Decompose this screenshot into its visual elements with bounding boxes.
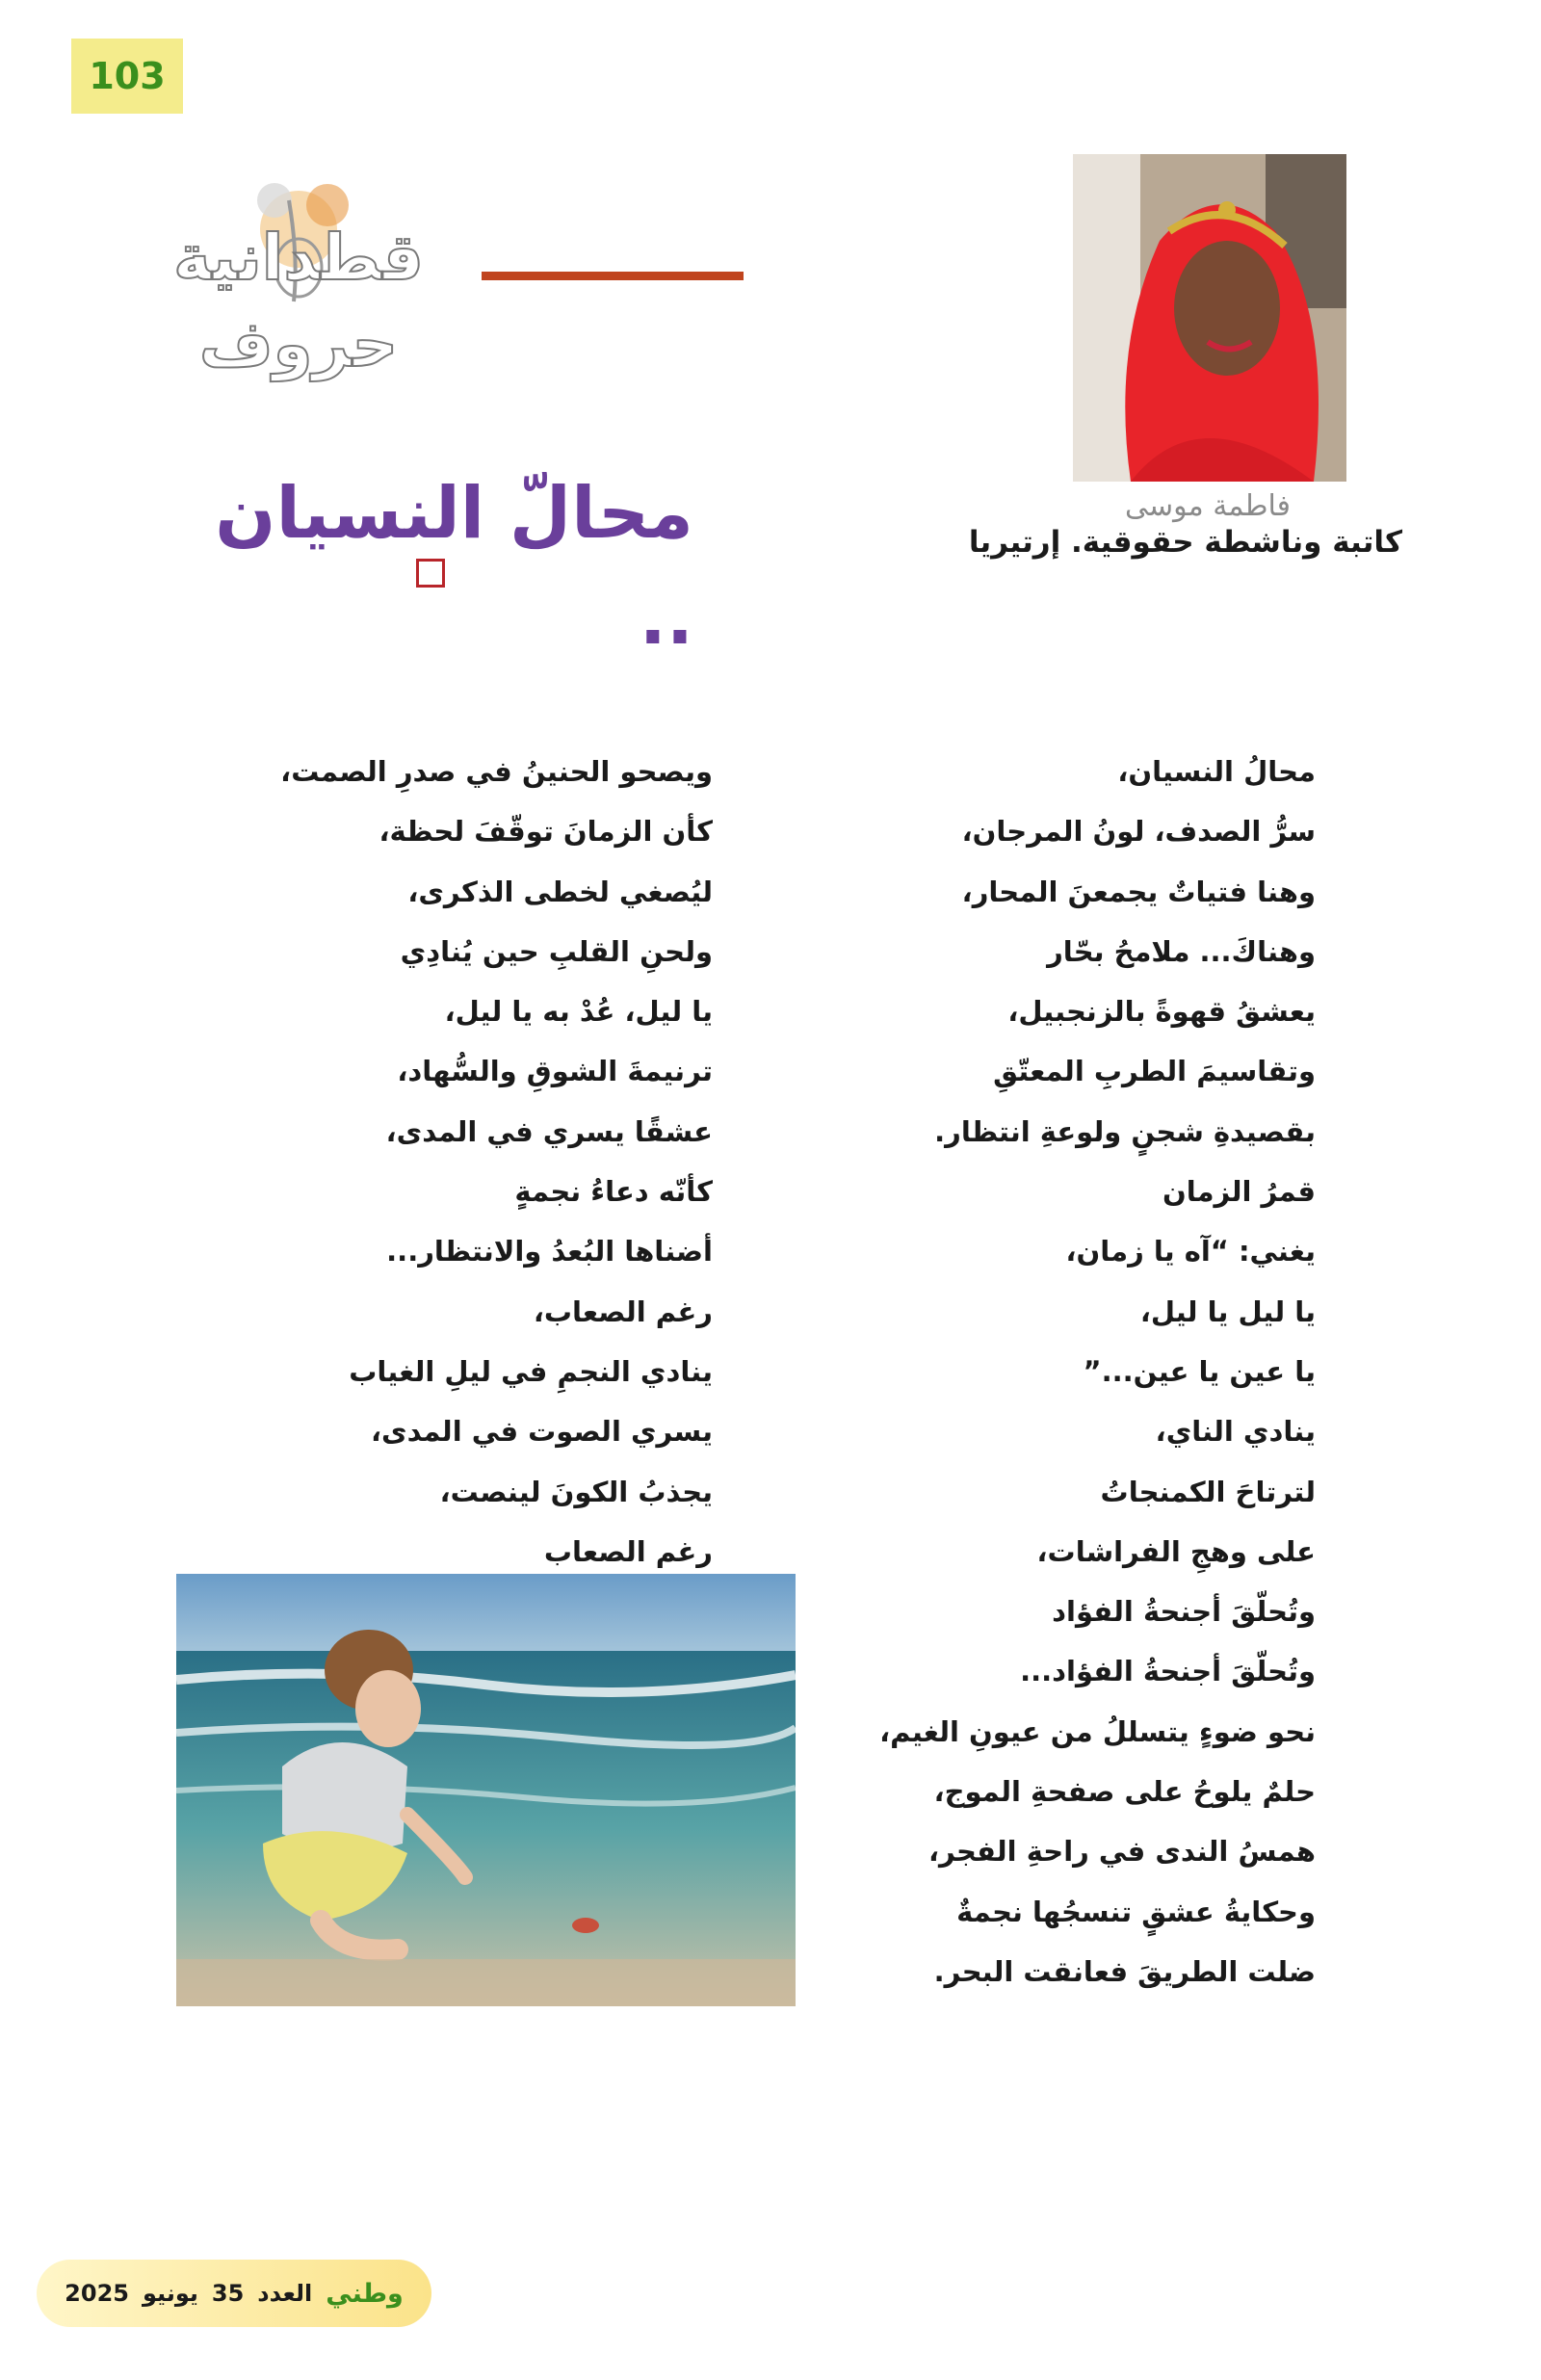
page-number: 103 [71, 39, 183, 114]
poem-line: كأنّه دعاءُ نجمةٍ [514, 1175, 713, 1209]
poem-line: عشقًا يسري في المدى، [385, 1114, 713, 1148]
poem-line: يعشقُ قهوةً بالزنجبيل، [1007, 995, 1316, 1029]
poem-line: رغم الصعاب [543, 1534, 713, 1568]
footer-brand: وطني [326, 2278, 404, 2309]
beach-painting-image [176, 1574, 796, 2006]
poem-line: وتقاسيمَ الطربِ المعتّقِ [993, 1055, 1316, 1088]
section-logo [96, 162, 655, 381]
poem-line: ليُصغي لخطى الذكرى، [407, 875, 713, 908]
poem-line: يا ليل يا ليل، [1139, 1295, 1316, 1328]
poem-line: نحو ضوءٍ يتسللُ من عيونِ الغيم، [879, 1714, 1316, 1748]
footer-month: يونيو [142, 2280, 198, 2307]
beach-painting [176, 1574, 796, 2006]
footer-issue-info [37, 2260, 431, 2327]
poem-line: قمرُ الزمان [1162, 1175, 1316, 1209]
poem-line: حلمٌ يلوحُ على صفحةِ الموج، [933, 1775, 1316, 1809]
poem-line: لترتاحَ الكمنجاتُ [1100, 1475, 1316, 1508]
section-logo-text: قطدانية حروف [172, 221, 424, 381]
poem-line: يجذبُ الكونَ لينصت، [439, 1475, 713, 1508]
poem-line: ويصحو الحنينُ في صدرِ الصمت، [280, 755, 713, 788]
poem-line: يا عين يا عين...” [1083, 1354, 1316, 1388]
poem-line: يا ليل، عُدْ به يا ليل، [444, 995, 713, 1029]
poem-line: على وهجِ الفراشات، [1036, 1534, 1316, 1568]
footer-issue-number: 35 [211, 2280, 245, 2307]
poem-line: وهناكَ... ملامحُ بحّار [1047, 934, 1316, 968]
footer-issue-label: العدد [257, 2280, 313, 2307]
poem-column-left [280, 742, 713, 1582]
footer-year: 2025 [65, 2280, 129, 2307]
author-portrait-image [1073, 154, 1346, 482]
poem-line: وحكايةُ عشقٍ تنسجُها نجمةٌ [956, 1895, 1316, 1928]
author-name: فاطمة موسى [1124, 489, 1291, 523]
poem-line: يسري الصوت في المدى، [371, 1415, 713, 1449]
poem-line: رغم الصعاب، [533, 1295, 713, 1328]
poem-line: ينادي النجمِ في ليلِ الغياب [349, 1354, 713, 1388]
poem-line: وتُحلّقَ أجنحةُ الفؤاد [1052, 1595, 1316, 1629]
section-rule [482, 272, 744, 280]
poem-line: ينادي الناي، [1155, 1415, 1316, 1449]
poem-line: همسُ الندى في راحةِ الفجر، [927, 1835, 1316, 1869]
poem-line: محالُ النسيان، [1117, 755, 1316, 788]
poem-column-right [867, 742, 1316, 2001]
poem-line: ولحنِ القلبِ حين يُنادِي [400, 934, 713, 968]
poem-line: وتُحلّقَ أجنحةُ الفؤاد... [1020, 1655, 1316, 1688]
author-photo [1073, 154, 1346, 482]
poem-line: ضلت الطريقَ فعانقت البحر. [933, 1954, 1316, 1988]
poem-line: أضناها البُعدُ والانتظار... [386, 1235, 713, 1268]
poem-line: وهنا فتياتٌ يجمعنَ المحار، [961, 875, 1316, 908]
poem-line: كأن الزمانَ توقّفَ لحظة، [379, 815, 713, 849]
poem-line: سرُّ الصدف، لونُ المرجان، [961, 815, 1316, 849]
author-role: كاتبة وناشطة حقوقية. إرتيريا [968, 525, 1402, 560]
poem-title: محالّ النسيان .. [215, 472, 693, 661]
poem-line: يغني: “آه يا زمان، [1065, 1235, 1316, 1268]
title-box-ornament [416, 559, 445, 588]
poem-line: ترنيمةَ الشوقِ والسُّهاد، [397, 1055, 713, 1088]
poem-line: بقصيدةِ شجنٍ ولوعةِ انتظار. [934, 1114, 1316, 1148]
